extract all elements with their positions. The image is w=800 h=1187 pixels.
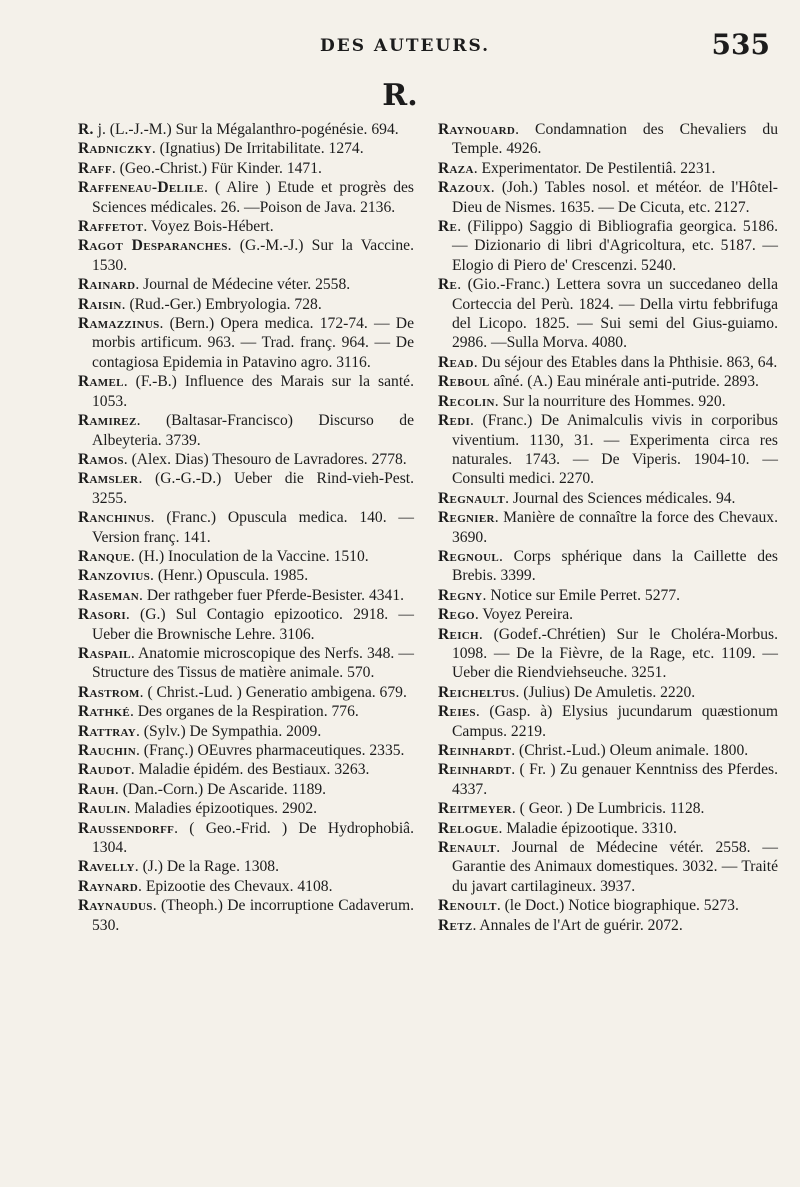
index-entry (78, 896, 414, 935)
index-entry (438, 178, 778, 217)
section-letter: R. (382, 78, 418, 113)
entry-headword: Rathké (78, 703, 130, 721)
entry-text: . Anatomie microscopique des Nerfs. 348. —Structure des Tissus de matière animale. 570. (92, 644, 414, 682)
index-entry (78, 857, 414, 876)
index-entry (438, 547, 778, 586)
entry-text: . (Julius) De Amuletis. 2220. (515, 683, 696, 701)
index-entry (438, 760, 778, 799)
index-entry (438, 586, 778, 605)
index-entry (78, 159, 414, 178)
entry-text: . (Alex. Dias) Thesouro de Lavradores. 2778. (123, 450, 407, 468)
entry-text: . (Ignatius) De Irritabilitate. 1274. (151, 140, 364, 158)
entry-headword: Ramsler (78, 470, 139, 488)
entry-headword: Raffetot (78, 218, 144, 236)
entry-text: . (Christ.-Lud.) Oleum animale. 1800. (511, 742, 749, 759)
running-head (0, 28, 800, 68)
entry-text: . (F.-B.) Influence des Marais sur la santé. 1053. (92, 373, 414, 410)
index-entry (78, 547, 414, 566)
entry-text: . ( Geor. ) De Lumbricis. 1128. (511, 800, 705, 818)
entry-headword: Raisin (78, 295, 122, 313)
index-entry (438, 605, 778, 624)
index-entry (438, 683, 778, 702)
entry-headword: Ragot Desparanches (78, 237, 228, 255)
index-entry (78, 819, 414, 858)
entry-text: . (Franç.) OEuvres pharmaceutiques. 2335. (135, 742, 405, 759)
entry-headword: Ramel (78, 373, 124, 391)
entry-text: . Journal de Médecine véter. 2558. (135, 276, 351, 294)
entry-headword: Ramazzinus (78, 315, 160, 333)
entry-headword: Raff (78, 159, 112, 177)
entry-headword: Regnoul (438, 547, 500, 565)
index-entry (438, 489, 778, 508)
index-entry (78, 295, 414, 314)
entry-text: . Voyez Bois-Hébert. (143, 218, 274, 236)
entry-headword: Raffeneau-Delile (78, 179, 205, 197)
index-entry (78, 236, 414, 275)
entry-headword: Ravelly (78, 858, 135, 876)
entry-headword: Raussendorff (78, 819, 175, 837)
index-entry (78, 178, 414, 217)
entry-text: . Journal de Médecine vétér. 2558. — Garantie des Animaux domestiques. 3032. — Traité du javart cartilagineux. 3937. (452, 839, 778, 895)
index-entry (438, 838, 778, 896)
index-entry (438, 819, 778, 838)
entry-text: . (G.) Sul Contagio epizootico. 2918. —Ueber die Brownische Lehre. 3106. (92, 606, 414, 643)
entry-headword: Ranque (78, 547, 131, 565)
entry-text: . (Godef.-Chrétien) Sur le Choléra-Morbus. 1098. — De la Fièvre, de la Rage, etc. 1109. —Ueber die Riendviehseuche. 3251. (452, 625, 778, 682)
index-entry (78, 314, 414, 372)
index-entry (78, 411, 414, 450)
index-entry (78, 139, 414, 158)
index-entry (78, 217, 414, 236)
index-entry (438, 799, 778, 818)
index-entry (78, 877, 414, 896)
entry-text: . (Joh.) Tables nosol. et météor. de l'Hôtel-Dieu de Nismes. 1635. — De Cicuta, etc. 2127. (452, 179, 778, 216)
index-entry (78, 760, 414, 779)
entry-headword: Retz (438, 916, 473, 934)
index-entry (438, 372, 778, 391)
entry-text: . Voyez Pereira. (474, 606, 574, 624)
entry-text: . (Franc.) Opuscula medica. 140. — Version franç. 141. (92, 509, 414, 546)
entry-headword: Recolin (438, 392, 495, 410)
entry-headword: Relogue (438, 819, 499, 837)
entry-text: . Sur la nourriture des Hommes. 920. (494, 392, 726, 410)
index-entry (78, 586, 414, 605)
index-entry (438, 916, 778, 935)
entry-headword: Ranchinus (78, 509, 151, 527)
entry-headword: Rauchin (78, 742, 136, 759)
entry-text: . Maladies épizootiques. 2902. (126, 800, 318, 818)
entry-headword: Reies (438, 703, 476, 721)
entry-text: . (Franc.) De Animalculis vivis in corporibus viventium. 1130, 31. — Experimenta circa res naturales. 1743. — De Viperis. 1904-10. — Consulti medici. 2270. (452, 412, 778, 488)
index-entry (78, 605, 414, 644)
entry-text: . (Bern.) Opera medica. 172-74. — De morbis artificum. 963. — Trad. franç. 964. — De contagiosa Epidemia in Patavino agro. 3116. (92, 315, 414, 371)
entry-headword: Reinhardt (438, 742, 512, 759)
entry-text: . Journal des Sciences médicales. 94. (505, 489, 736, 507)
index-entry (78, 683, 414, 702)
entry-text: . (G.-M.-J.) Sur la Vaccine. 1530. (92, 237, 414, 274)
entry-headword: Raynaudus (78, 897, 153, 915)
entry-headword: Ramirez (78, 412, 137, 430)
entry-text: . (G.-G.-D.) Ueber die Rind-vieh-Pest. 3255. (92, 470, 414, 507)
index-entry (78, 741, 414, 760)
entry-headword: Raseman (78, 586, 140, 604)
index-column-right (438, 120, 778, 935)
index-entry (438, 217, 778, 275)
entry-text: aîné. (A.) Eau minérale anti-putride. 2893. (489, 373, 759, 391)
entry-text: . (H.) Inoculation de la Vaccine. 1510. (130, 547, 369, 565)
index-entry (78, 120, 414, 139)
index-entry (438, 392, 778, 411)
entry-text: . (le Doct.) Notice biographique. 5273. (496, 897, 739, 915)
entry-text: . Epizootie des Chevaux. 4108. (138, 877, 333, 895)
entry-headword: Reicheltus (438, 683, 516, 701)
entry-headword: R. (78, 121, 94, 138)
index-entry (78, 566, 414, 585)
entry-text: . Du séjour des Etables dans la Phthisie. 863, 64. (473, 353, 778, 371)
entry-text: . (Sylv.) De Sympathia. 2009. (135, 722, 322, 740)
entry-text: . Corps sphérique dans la Caillette des Brebis. 3399. (452, 547, 778, 585)
index-entry (438, 120, 778, 159)
entry-headword: Rattray (78, 722, 136, 740)
index-entry (438, 411, 778, 489)
index-entry (438, 275, 778, 353)
index-entry (78, 780, 414, 799)
index-entry (78, 799, 414, 818)
entry-text: . Maladie épidém. des Bestiaux. 3263. (130, 761, 370, 779)
entry-text: . (Geo.-Christ.) Für Kinder. 1471. (111, 159, 322, 177)
entry-headword: Raza (438, 159, 474, 177)
entry-text: . ( Alire ) Etude et progrès des Sciences médicales. 26. —Poison de Java. 2136. (92, 179, 414, 216)
entry-text: . (Gasp. à) Elysius jucundarum quæstionum Campus. 2219. (452, 703, 778, 740)
entry-headword: Rego (438, 606, 475, 624)
entry-text: j. (L.-J.-M.) Sur la Mégalanthro-pogénésie. 694. (93, 121, 399, 138)
entry-text: . Maladie épizootique. 3310. (498, 819, 677, 837)
entry-headword: Rasori (78, 606, 126, 624)
entry-text: . Manière de connaître la force des Chevaux. 3690. (452, 509, 778, 546)
entry-text: . ( Geo.-Frid. ) De Hydrophobiâ. 1304. (92, 819, 414, 857)
entry-text: . (Dan.-Corn.) De Ascaride. 1189. (114, 780, 327, 798)
entry-headword: Raudot (78, 761, 131, 779)
index-entry (438, 625, 778, 683)
entry-headword: Raynard (78, 877, 139, 895)
index-entry (78, 469, 414, 508)
entry-headword: Reich (438, 625, 479, 643)
entry-headword: Reboul (438, 373, 490, 391)
running-title: DES AUTEURS. (320, 36, 491, 56)
entry-text: . (J.) De la Rage. 1308. (134, 858, 279, 876)
entry-text: . (Baltasar-Francisco) Discurso de Albeyteria. 3739. (92, 412, 414, 449)
entry-headword: Redi (438, 412, 471, 430)
index-entry (78, 702, 414, 721)
entry-headword: Rastrom (78, 683, 140, 701)
entry-headword: Raynouard (438, 121, 516, 138)
entry-headword: Reitmeyer (438, 800, 512, 818)
index-entry (438, 353, 778, 372)
entry-text: . Notice sur Emile Perret. 5277. (482, 586, 681, 604)
entry-headword: Raulin (78, 800, 127, 818)
entry-headword: Radniczky (78, 140, 152, 158)
entry-text: . (Henr.) Opuscula. 1985. (150, 567, 309, 585)
entry-text: . ( Christ.-Lud. ) Generatio ambigena. 679. (139, 683, 407, 701)
index-entry (438, 159, 778, 178)
index-entry (438, 741, 778, 760)
entry-text: . ( Fr. ) Zu genauer Kenntniss des Pferdes. 4337. (452, 761, 778, 798)
entry-headword: Renault (438, 839, 497, 857)
entry-headword: Regny (438, 586, 483, 604)
index-entry (78, 372, 414, 411)
index-entry (438, 896, 778, 915)
entry-headword: Read (438, 353, 474, 371)
entry-text: . (Rud.-Ger.) Embryologia. 728. (121, 295, 322, 313)
index-entry (78, 450, 414, 469)
entry-headword: Re (438, 218, 458, 236)
index-entry (438, 508, 778, 547)
entry-text: . (Filippo) Saggio di Bibliografia georgica. 5186. — Dizionario di libri d'Agricoltura, etc. 5187. — Elogio di Piero de' Crescenzi. 5240. (452, 218, 778, 274)
entry-text: . (Gio.-Franc.) Lettera sovra un succedaneo della Corteccia del Perù. 1824. — Della virtu febbrifuga del Licopo. 1825. — Sui semi del Gius-guiamo. 2986. —Sulla Morva. 4080. (452, 276, 778, 352)
entry-headword: Re (438, 276, 458, 294)
entry-headword: Ranzovius (78, 567, 151, 585)
index-entry (78, 644, 414, 683)
entry-headword: Reinhardt (438, 761, 512, 779)
entry-headword: Regnier (438, 509, 495, 527)
page-number: 535 (711, 28, 770, 61)
entry-headword: Rauh (78, 780, 115, 798)
entry-text: . Des organes de la Respiration. 776. (129, 703, 359, 721)
entry-text: . Annales de l'Art de guérir. 2072. (472, 916, 683, 934)
entry-headword: Rainard (78, 276, 136, 294)
index-entry (78, 275, 414, 294)
entry-headword: Raspail (78, 644, 131, 662)
entry-headword: Regnault (438, 489, 506, 507)
entry-text: . Der rathgeber fuer Pferde-Besister. 4341. (139, 586, 405, 604)
index-entry (78, 508, 414, 547)
entry-headword: Renoult (438, 897, 497, 915)
entry-text: . Experimentator. De Pestilentiâ. 2231. (473, 159, 716, 177)
index-entry (438, 702, 778, 741)
entry-text: . Condamnation des Chevaliers du Temple. 4926. (452, 121, 778, 158)
entry-headword: Razoux (438, 179, 491, 197)
index-entry (78, 722, 414, 741)
entry-headword: Ramos (78, 450, 124, 468)
entry-text: . (Theoph.) De incorruptione Cadaverum. 530. (92, 897, 414, 934)
index-column-left (78, 120, 414, 935)
